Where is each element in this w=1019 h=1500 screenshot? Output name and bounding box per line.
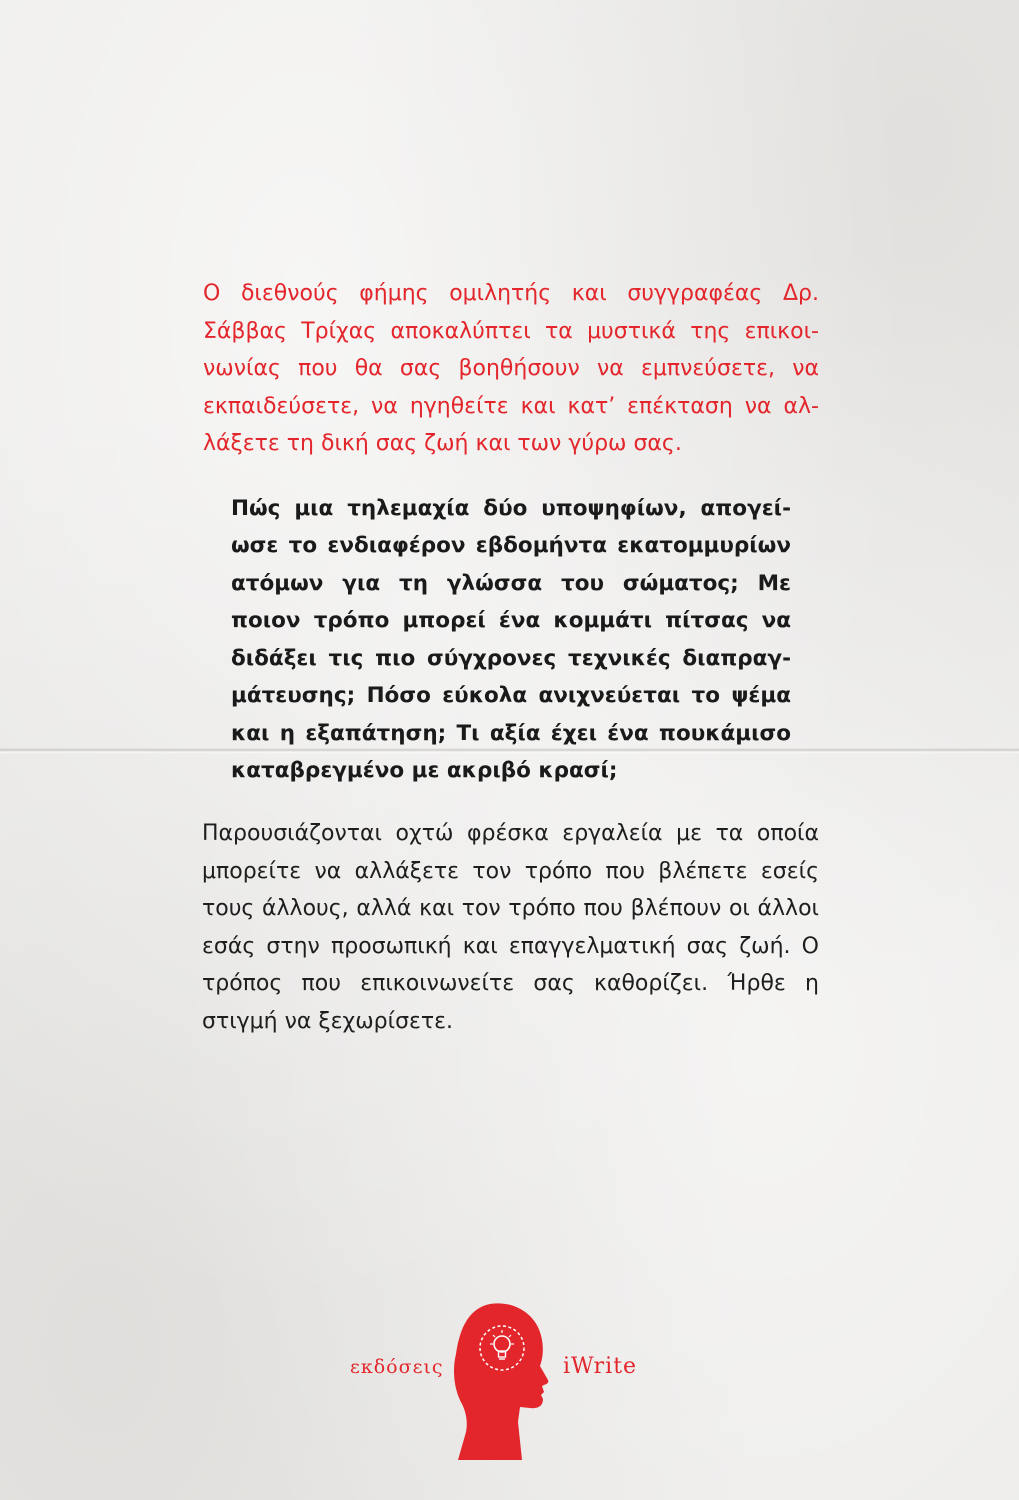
questions-paragraph: Πώς μια τηλεμαχία δύο υποψηφίων, απογείωσε το ενδιαφέρον εβδομήντα εκατομμυρίων ατόμων για τη γλώσσα του σώματος; Με ποιον τρόπο μπορεί ένα κομμάτι πίτσας να διδάξει τις πιο σύγχρονες τεχνικές διαπραγμάτευσης; Πόσο εύκολα ανιχνεύεται το ψέμα και η εξαπάτηση; Τι αξία έχει ένα πουκάμισο καταβρεγμένο με ακριβό κρασί; (231, 495, 791, 783)
publisher-label-left: εκδόσεις (350, 1356, 444, 1378)
head-lightbulb-icon (452, 1300, 552, 1460)
tools-paragraph: Παρουσιάζονται οχτώ φρέσκα εργαλεία με τα οποία μπορείτε να αλλάξετε τον τρόπο που βλέπετε εσείς τους άλλους, αλλά και τον τρόπο που βλέπουν οι άλλοι εσάς στην προσωπική και επαγγελματική σας ζωή. Ο τρόπος που επικοινωνείτε σας καθορίζει. Ήρθε η στιγμή να ξεχωρίσετε. (202, 821, 819, 1034)
publisher-logo (350, 1300, 670, 1460)
publisher-label-right: iWrite (563, 1354, 638, 1379)
intro-paragraph: Ο διεθνούς φήμης ομιλητής και συγγραφέας Δρ. Σάββας Τρίχας αποκαλύπτει τα μυστικά της επικοινωνίας που θα σας βοηθήσουν να εμπνεύσετε, να εκπαιδεύσετε, να ηγηθείτε και κατ’ επέκταση να αλλάξετε τη δική σας ζωή και των γύρω σας. (203, 281, 819, 456)
